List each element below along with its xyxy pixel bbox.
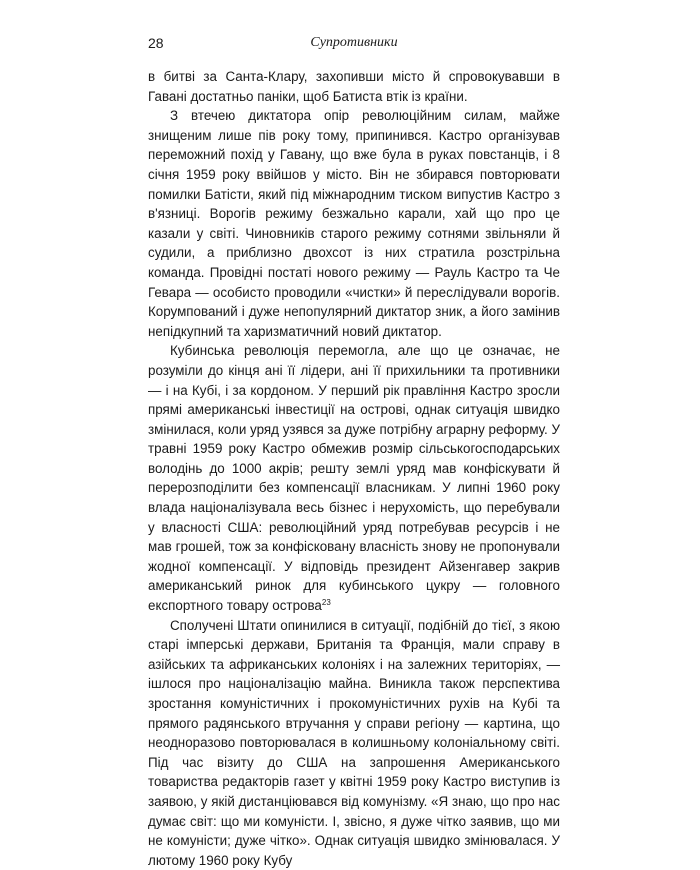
paragraph-text: в битві за Санта-Клару, захопивши місто й спровокувавши в Гавані достатньо паніки, щоб Батиста втік із країни. bbox=[148, 69, 560, 104]
paragraph-text: З втечею диктатора опір революційним силам, майже знищеним лише пів року тому, припинився. Кастро організував переможний похід у Гавану, що вже була в руках повстанців, і 8 січня 1959 року ввійшов у місто. Він не збирався повторювати помилки Батісти, який під міжнародним тиском випустив Кастро з в'язниці. Ворогів режиму безжально карали, хай що про це казали у світі. Чиновників старого режиму сотнями звільняли й судили, а приблизно двохсот із них стратила розстрільна команда. Провідні постаті нового режиму — Рауль Кастро та Че Гевара — особисто проводили «чистки» й переслідували ворогів. Корумпований і дуже непопулярний диктатор зник, а його замінив непідкупний та харизматичний новий диктатор. bbox=[148, 108, 560, 339]
paragraph bbox=[148, 341, 560, 615]
running-title: Супротивники bbox=[310, 35, 398, 50]
paragraph bbox=[148, 67, 560, 106]
body-text bbox=[148, 67, 560, 870]
paragraph-text: Сполучені Штати опинилися в ситуації, подібній до тієї, з якою старі імперські держави, Британія та Франція, мали справу в азійських та африканських колоніях і на залежних територіях, — ішлося про націоналізацію майна. Виникла також перспектива зростання комуністичних і прокомуністичних рухів на Кубі та прямого радянського втручання у справи регіону — картина, що неодноразово повторювалася в колишньому колоніальному світі. Під час візиту до США на запрошення Американського товариства редакторів газет у квітні 1959 року Кастро виступив із заявою, у якій дистанціювався від комунізму. «Я знаю, що про нас думає світ: що ми комуністи. І, звісно, я дуже чітко заявив, що ми не комуністи; дуже чітко». Однак ситуація швидко змінювалася. У лютому 1960 року Кубу bbox=[148, 617, 560, 868]
page-header bbox=[148, 34, 560, 52]
paragraph bbox=[148, 106, 560, 341]
paragraph bbox=[148, 616, 560, 870]
paragraph-text: Кубинська революція перемогла, але що це означає, не розуміли до кінця ані її лідери, ані її прихильники та противники — і на Кубі, і за кордоном. У перший рік правління Кастро зросли прямі американські інвестиції на острові, однак ситуація швидко змінилася, коли уряд узявся за дуже потрібну аграрну реформу. У травні 1959 року Кастро обмежив розмір сільськогосподарських володінь до 1000 акрів; решту землі уряд мав конфіскувати й перерозподілити без компенсації власникам. У липні 1960 року влада націоналізувала весь бізнес і нерухомість, що перебували у власності США: революційний уряд потребував ресурсів і не мав грошей, тож за конфісковану власність знову не пропонували жодної компенсації. У відповідь президент Айзенгавер закрив американський ринок для кубинського цукру — головного експортного товару острова bbox=[148, 343, 560, 614]
page-number: 28 bbox=[148, 35, 164, 51]
footnote-reference[interactable]: 23 bbox=[321, 598, 331, 608]
